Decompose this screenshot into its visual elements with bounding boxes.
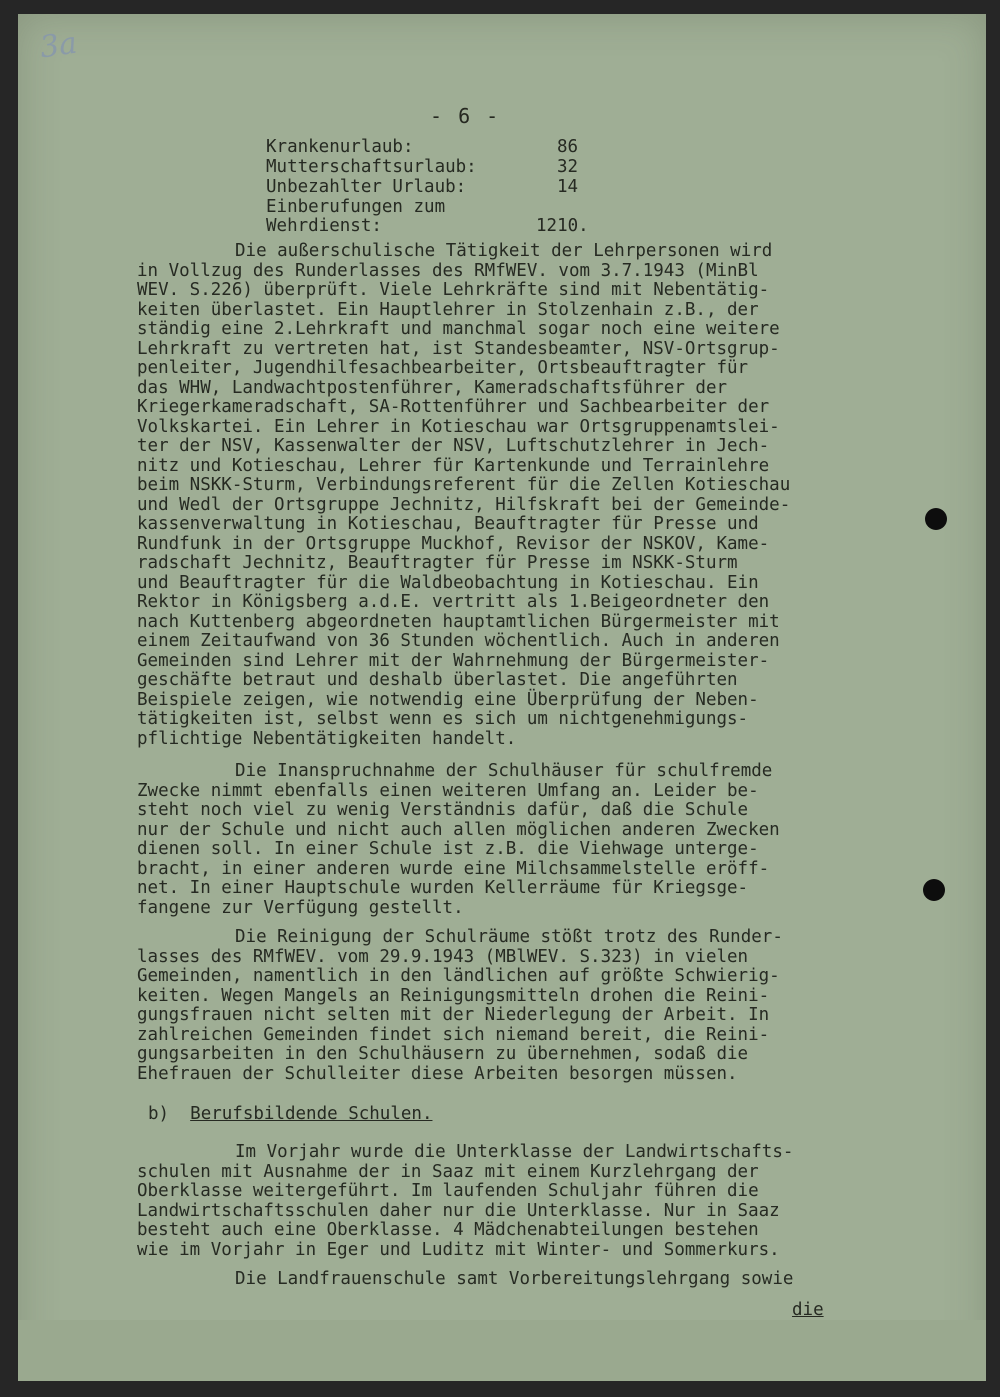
paragraph-landwirtschaftsschulen (137, 1143, 897, 1260)
text-line: Im Vorjahr wurde die Unterklasse der Landwirtschafts- (235, 1142, 794, 1162)
text-line: wie im Vorjahr in Eger und Luditz mit Winter- und Sommerkurs. (137, 1239, 780, 1260)
stat-label: Wehrdienst: (266, 216, 382, 236)
text-line: das WHW, Landwachtpostenführer, Kameradschaftsführer der (137, 377, 728, 398)
text-line: ständig eine 2.Lehrkraft und manchmal sogar noch eine weitere (137, 319, 780, 339)
paragraph-reinigung (137, 928, 897, 1084)
catchword: die (792, 1300, 824, 1320)
text-line: Lehrkraft zu vertreten hat, ist Standesbeamter, NSV-Ortsgrup- (137, 338, 780, 359)
text-line: besteht auch eine Oberklasse. 4 Mädchenabteilungen bestehen (137, 1220, 759, 1240)
stat-value: 14 (557, 177, 579, 197)
stat-value: 1210. (536, 216, 589, 236)
text-line: tätigkeiten ist, selbst wenn es sich um nichtgenehmigungs- (137, 709, 749, 729)
text-line: zahlreichen Gemeinden findet sich niemand bereit, die Reini- (137, 1024, 770, 1045)
text-line: Beispiele zeigen, wie notwendig eine Überprüfung der Neben- (137, 689, 759, 710)
text-line: keiten. Wegen Mangels an Reinigungsmitteln drohen die Reini- (137, 985, 770, 1006)
text-line: Kriegerkameradschaft, SA-Rottenführer und Sachbearbeiter der (137, 397, 770, 417)
stat-value: 86 (557, 137, 579, 157)
text-line: Gemeinden sind Lehrer mit der Wahrnehmung der Bürgermeister- (137, 650, 770, 671)
handwritten-page-mark: 3a (37, 25, 80, 66)
text-line: schulen mit Ausnahme der in Saaz mit einem Kurzlehrgang der (137, 1161, 759, 1182)
text-line: und Beauftragter für die Waldbeobachtung in Kotieschau. Ein (137, 572, 759, 593)
paragraph-schulhaeuser (137, 762, 897, 918)
text-line: Oberklasse weitergeführt. Im laufenden Schuljahr führen die (137, 1181, 759, 1201)
stat-label: Unbezahlter Urlaub: (266, 177, 467, 197)
text-line: fangene zur Verfügung gestellt. (137, 897, 464, 918)
paper-edge (18, 1320, 986, 1381)
paragraph-landfrauenschule (137, 1270, 897, 1290)
text-line: WEV. S.226) überprüft. Viele Lehrkräfte sind mit Nebentätig- (137, 280, 770, 300)
text-line: bracht, in einer anderen wurde eine Milchsammelstelle eröff- (137, 858, 770, 879)
page-number: - 6 - (430, 104, 501, 128)
stat-label: Krankenurlaub: (266, 137, 414, 157)
text-line: Volkskartei. Ein Lehrer in Kotieschau war Ortsgruppenamtslei- (137, 416, 780, 437)
text-line: Zwecke nimmt ebenfalls einen weiteren Umfang an. Leider be- (137, 780, 759, 801)
text-line: nitz und Kotieschau, Lehrer für Kartenkunde und Terrainlehre (137, 455, 770, 476)
section-marker: b) (148, 1104, 170, 1124)
text-line: Die Inanspruchnahme der Schulhäuser für schulfremde (235, 761, 773, 781)
text-line: Die Reinigung der Schulräume stößt trotz des Runder- (235, 927, 783, 947)
text-line: dienen soll. In einer Schule ist z.B. die Viehwage unterge- (137, 839, 759, 859)
text-line: lasses des RMfWEV. vom 29.9.1943 (MBlWEV. S.323) in vielen (137, 946, 749, 967)
text-line: net. In einer Hauptschule wurden Kellerräume für Kriegsge- (137, 878, 749, 898)
text-line: penleiter, Jugendhilfesachbearbeiter, Ortsbeauftragter für (137, 358, 749, 378)
text-line: nach Kuttenberg abgeordneten hauptamtlichen Bürgermeister mit (137, 611, 780, 632)
text-line: Rundfunk in der Ortsgruppe Muckhof, Revisor der NSKOV, Kame- (137, 533, 770, 554)
text-line: radschaft Jechnitz, Beauftragter für Presse im NSKK-Sturm (137, 553, 738, 573)
text-line: gungsfrauen nicht selten mit der Niederlegung der Arbeit. In (137, 1005, 770, 1025)
punch-hole (925, 508, 947, 530)
text-line: geschäfte betraut und deshalb überlastet. Die angeführten (137, 670, 738, 690)
text-line: Die außerschulische Tätigkeit der Lehrpersonen wird (235, 241, 773, 261)
text-line: in Vollzug des Runderlasses des RMfWEV. vom 3.7.1943 (MinBl (137, 260, 759, 281)
text-line: Gemeinden, namentlich in den ländlichen auf größte Schwierig- (137, 966, 780, 986)
text-line: Die Landfrauenschule samt Vorbereitungslehrgang sowie (235, 1269, 794, 1289)
paragraph-nebentaetigkeit (137, 242, 897, 749)
text-line: Ehefrauen der Schulleiter diese Arbeiten besorgen müssen. (137, 1063, 738, 1084)
text-line: einem Zeitaufwand von 36 Stunden wöchentlich. Auch in anderen (137, 631, 780, 651)
stat-label: Mutterschaftsurlaub: (266, 157, 477, 177)
text-line: beim NSKK-Sturm, Verbindungsreferent für die Zellen Kotieschau (137, 475, 791, 495)
text-line: pflichtige Nebentätigkeiten handelt. (137, 728, 517, 749)
text-line: Rektor in Königsberg a.d.E. vertritt als 1.Beigeordneter den (137, 592, 770, 612)
text-line: ter der NSV, Kassenwalter der NSV, Luftschutzlehrer in Jech- (137, 436, 770, 456)
stat-value: 32 (557, 157, 579, 177)
text-line: und Wedl der Ortsgruppe Jechnitz, Hilfskraft bei der Gemeinde- (137, 494, 791, 515)
stat-label: Einberufungen zum (266, 197, 446, 217)
text-line: Landwirtschaftsschulen daher nur die Unterklasse. Nur in Saaz (137, 1200, 780, 1221)
text-line: kassenverwaltung in Kotieschau, Beauftragter für Presse und (137, 514, 759, 534)
text-line: gungsarbeiten in den Schulhäusern zu übernehmen, sodaß die (137, 1044, 749, 1064)
section-heading (148, 1104, 432, 1124)
text-line: nur der Schule und nicht auch allen möglichen anderen Zwecken (137, 819, 780, 840)
punch-hole (923, 879, 945, 901)
section-title: Berufsbildende Schulen. (190, 1104, 433, 1124)
text-line: keiten überlastet. Ein Hauptlehrer in Stolzenhain z.B., der (137, 299, 759, 320)
text-line: steht noch viel zu wenig Verständnis dafür, daß die Schule (137, 800, 749, 820)
